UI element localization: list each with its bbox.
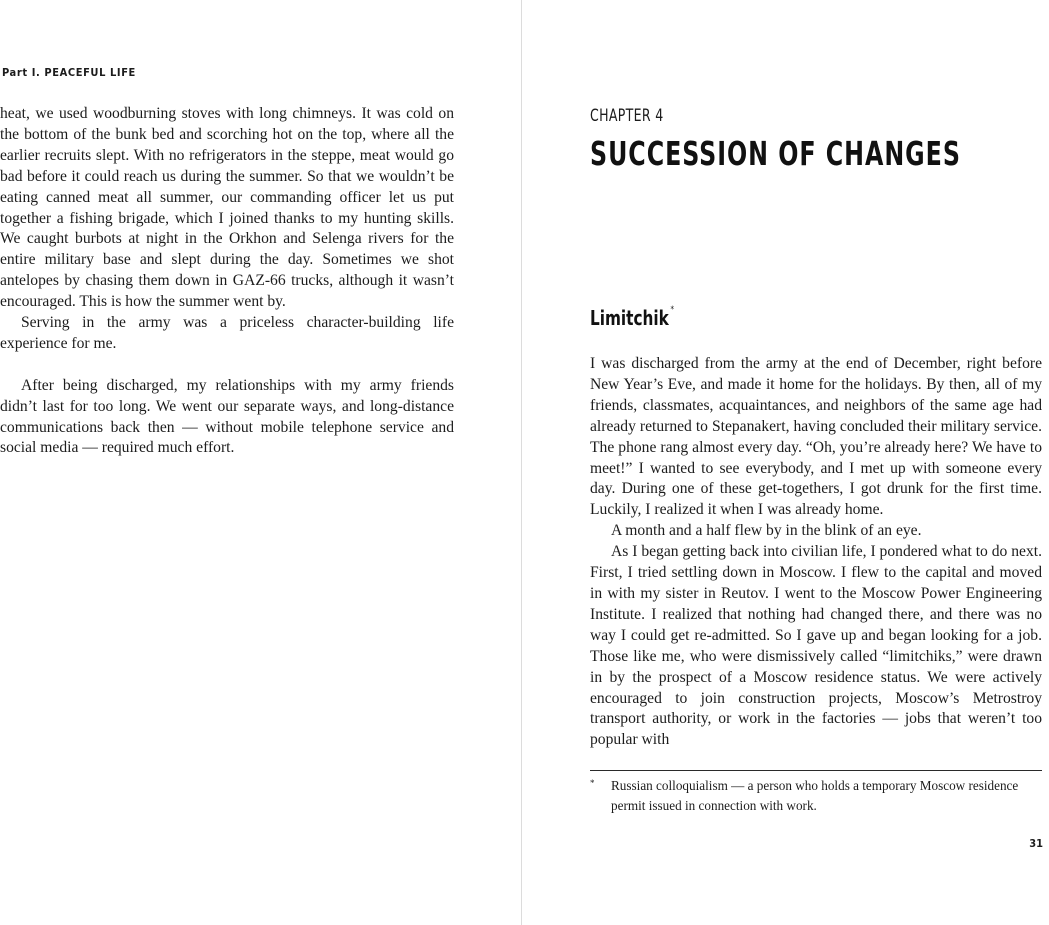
chapter-label: CHAPTER 4 [590, 106, 664, 126]
footnote-rule [590, 770, 1042, 771]
footnote-text: Russian colloquialism — a person who holds a temporary Moscow residence permit issued in connection with work. [611, 778, 1019, 813]
running-head: Part I. PEACEFUL LIFE [2, 66, 136, 79]
page-number: 31 [1029, 837, 1043, 850]
paragraph: Serving in the army was a priceless character-building life experience for me. [0, 314, 454, 352]
footnote [590, 776, 1042, 815]
left-body-text [0, 104, 454, 459]
paragraph: heat, we used woodburning stoves with long chimneys. It was cold on the bottom of the bunk bed and scorching hot on the top, where all the earlier recruits slept. With no refrigerators in the steppe, meat would go bad before it could reach us during the summer. So that we wouldn’t be eating canned meat all summer, our commanding officer let us put together a fishing brigade, which I joined thanks to my hunting skills. We caught burbots at night in the Orkhon and Selenga rivers for the entire military base and slept during the day. Sometimes we shot antelopes by chasing them down in GAZ-66 trucks, although it wasn’t encouraged. This is how the summer went by. [0, 105, 454, 311]
chapter-title: SUCCESSION OF CHANGES [590, 134, 961, 173]
footnote-marker: * [590, 778, 595, 788]
footnote-reference: * [670, 305, 674, 315]
right-body-text [590, 354, 1042, 751]
section-heading [590, 306, 674, 330]
paragraph: After being discharged, my relationships with my army friends didn’t last for too long. We went our separate ways, and long-distance communications back then — without mobile telephone service and social media — required much effort. [0, 376, 454, 457]
right-page [522, 0, 1049, 925]
paragraph: As I began getting back into civilian life, I pondered what to do next. First, I tried settling down in Moscow. I flew to the capital and moved in with my sister in Reutov. I went to the Moscow Power Engineering Institute. I realized that nothing had changed there, and there was no way I could get re-admitted. So I gave up and began looking for a job. Those like me, who were dismissively called “limitchiks,” were drawn in by the prospect of a Moscow residence status. We were actively encouraged to join construction projects, Moscow’s Metrostroy transport authority, or work in the factories — jobs that weren’t too popular with [590, 543, 1042, 749]
paragraph: I was discharged from the army at the end of December, right before New Year’s Eve, and made it home for the holidays. By then, all of my friends, classmates, acquaintances, and neighbors of the same age had already returned to Stepanakert, having concluded their military service. The phone rang almost every day. “Oh, you’re already here? We have to meet!” I wanted to see everybody, and I met up with someone every day. During one of these get-togethers, I got drunk for the first time. Luckily, I realized it when I was already home. [590, 355, 1042, 519]
paragraph: A month and a half flew by in the blink of an eye. [611, 522, 922, 540]
section-heading-text: Limitchik [590, 306, 669, 330]
left-page [0, 0, 521, 925]
